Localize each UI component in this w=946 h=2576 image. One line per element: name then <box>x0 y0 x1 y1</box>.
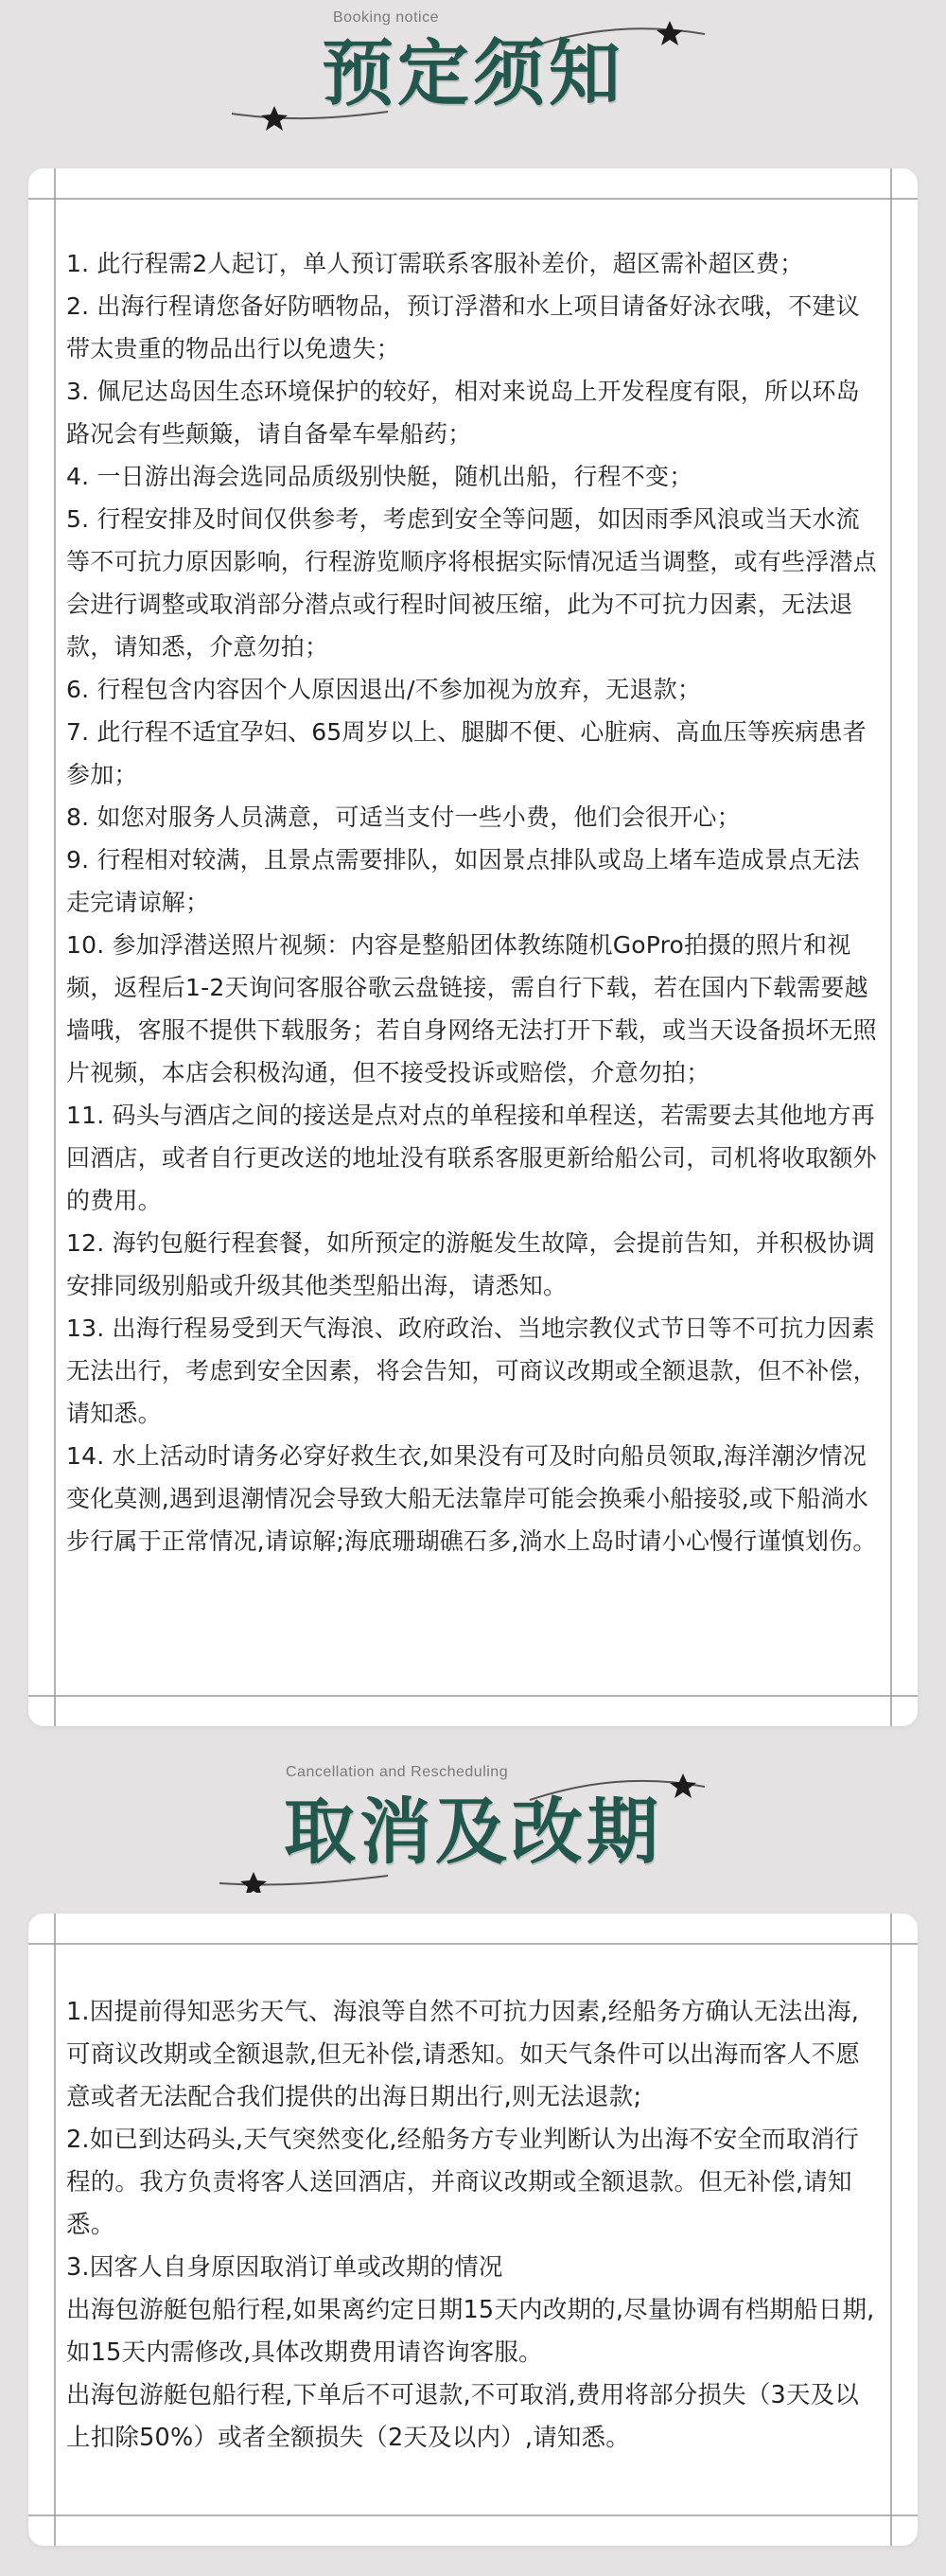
list-item: 12. 海钓包艇行程套餐，如所预定的游艇发生故障，会提前告知，并积极协调安排同级别船或升级其他类型船出海，请悉知。 <box>66 1229 875 1299</box>
list-item: 出海包游艇包船行程,下单后不可退款,不可取消,费用将部分损失（3天及以上扣除50%）或者全额损失（2天及以内）,请知悉。 <box>66 2381 860 2452</box>
list-item: 4. 一日游出海会选同品质级别快艇，随机出船，行程不变； <box>66 463 693 490</box>
booking-notice-header <box>0 0 946 142</box>
list-item: 11. 码头与酒店之间的接送是点对点的单程接和单程送，若需要去其他地方再回酒店，或者自行更改送的地址没有联系客服更新给船公司，司机将收取额外的费用。 <box>66 1102 877 1214</box>
list-item: 1. 此行程需2人起订，单人预订需联系客服补差价，超区需补超区费； <box>66 250 804 277</box>
cancellation-subtitle: Cancellation and Rescheduling <box>286 1764 509 1780</box>
list-item: 5. 行程安排及时间仅供参考，考虑到安全等问题，如因雨季风浪或当天水流等不可抗力原因影响，行程游览顺序将根据实际情况适当调整，或有些浮潜点会进行调整或取消部分潜点或行程时间被压缩，此为不可抗力因素，无法退款，请知悉，介意勿拍； <box>66 505 877 661</box>
list-item: 14. 水上活动时请务必穿好救生衣,如果没有可及时向船员领取,海洋潮汐情况变化莫测,遇到退潮情况会导致大船无法靠岸可能会换乘小船接驳,或下船淌水步行属于正常情况,请谅解;海底珊瑚礁石多,淌水上岛时请小心慢行谨慎划伤。 <box>66 1442 877 1555</box>
star-icon <box>670 1773 696 1798</box>
list-item: 3. 佩尼达岛因生态环境保护的较好，相对来说岛上开发程度有限，所以环岛路况会有些颠簸，请自备晕车晕船药； <box>66 378 860 448</box>
list-item: 3.因客人自身原因取消订单或改期的情况 <box>66 2253 503 2282</box>
list-item: 10. 参加浮潜送照片视频：内容是整船团体教练随机GoPro拍摄的照片和视频，返程后1-2天询问客服谷歌云盘链接，需自行下载，若在国内下载需要越墙哦，客服不提供下载服务；若自身网络无法打开下载，或当天设备损坏无照片视频，本店会积极沟通，但不接受投诉或赔偿，介意勿拍； <box>66 931 877 1086</box>
list-item: 8. 如您对服务人员满意，可适当支付一些小费，他们会很开心； <box>66 803 741 831</box>
list-item: 出海包游艇包船行程,如果离约定日期15天内改期的,尽量协调有档期船日期,如15天内需修改,具体改期费用请咨询客服。 <box>66 2296 875 2367</box>
list-item: 7. 此行程不适宜孕妇、65周岁以上、腿脚不便、心脏病、高血压等疾病患者参加； <box>66 718 867 788</box>
list-item: 1.因提前得知恶劣天气、海浪等自然不可抗力因素,经船务方确认无法出海,可商议改期或全额退款,但无补偿,请悉知。如天气条件可以出海而客人不愿意或者无法配合我们提供的出海日期出行,则无法退款; <box>66 1998 861 2111</box>
list-item: 2.如已到达码头,天气突然变化,经船务方专业判断认为出海不安全而取消行程的。我方负责将客人送回酒店，并商议改期或全额退款。但无补偿,请知悉。 <box>66 2126 860 2239</box>
list-item: 2. 出海行程请您备好防晒物品，预订浮潜和水上项目请备好泳衣哦，不建议带太贵重的物品出行以免遗失； <box>66 292 860 362</box>
star-icon <box>240 1872 267 1893</box>
list-item: 9. 行程相对较满，且景点需要排队，如因景点排队或岛上堵车造成景点无法走完请谅解； <box>66 846 860 916</box>
list-item: 6. 行程包含内容因个人原因退出/不参加视为放弃，无退款； <box>66 676 702 703</box>
cancellation-title: 取消及改期 <box>284 1790 662 1874</box>
cancellation-card <box>28 1914 918 2546</box>
booking-notice-card <box>28 168 918 1726</box>
cancellation-list <box>66 1991 878 2460</box>
cancellation-header <box>0 1751 946 1893</box>
list-item: 13. 出海行程易受到天气海浪、政府政治、当地宗教仪式节日等不可抗力因素无法出行，考虑到安全因素，将会告知，可商议改期或全额退款，但不补偿，请知悉。 <box>66 1314 877 1427</box>
booking-notice-list <box>66 242 878 1562</box>
booking-notice-subtitle: Booking notice <box>333 9 439 26</box>
booking-notice-title: 预定须知 <box>322 31 624 115</box>
